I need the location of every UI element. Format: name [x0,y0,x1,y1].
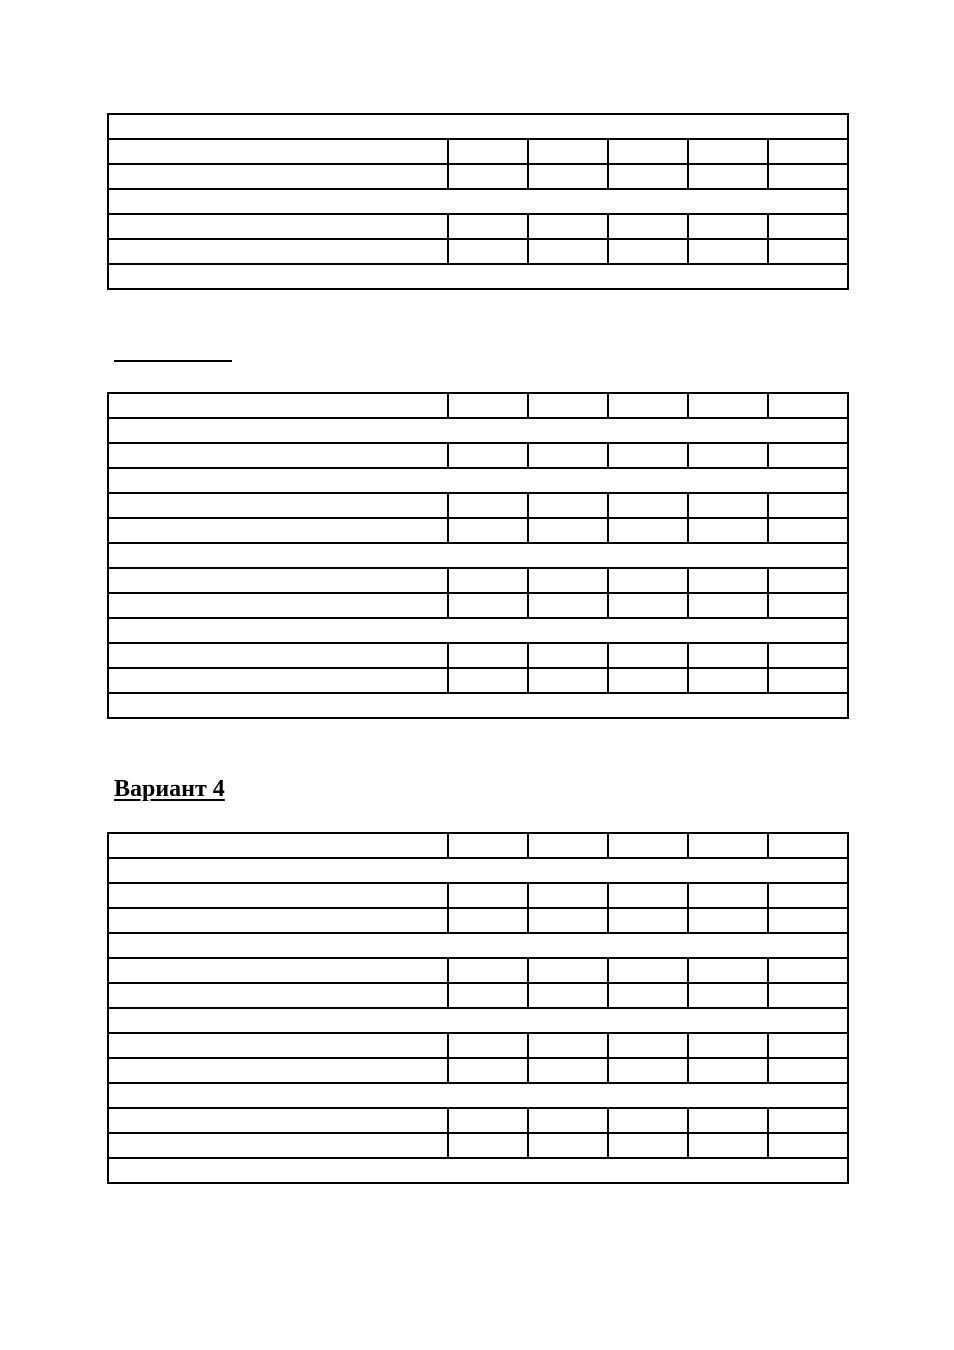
table-cell-value [768,139,848,164]
table-row-merged [108,1008,848,1033]
table-cell-merged [108,858,848,883]
table-cell-value [448,958,528,983]
table-cell-value [528,983,608,1008]
table-cell-value [448,443,528,468]
table-cell-value [688,833,768,858]
blank-table-1 [107,113,849,290]
table-cell-value [608,518,688,543]
table-cell-merged [108,1083,848,1108]
table-cell-value [688,493,768,518]
table-cell-label [108,518,448,543]
table-row [108,443,848,468]
table-cell-value [608,593,688,618]
table-cell-value [768,214,848,239]
table-row-merged [108,418,848,443]
table-cell-value [528,908,608,933]
table-row-merged [108,543,848,568]
table-cell-label [108,393,448,418]
table-cell-merged [108,543,848,568]
table-cell-label [108,593,448,618]
table-cell-label [108,883,448,908]
table-cell-value [528,518,608,543]
table-cell-value [688,214,768,239]
table-row-merged [108,618,848,643]
table-row [108,568,848,593]
table-cell-merged [108,933,848,958]
table-row [108,214,848,239]
table-cell-value [448,1033,528,1058]
table-cell-merged [108,189,848,214]
table-cell-label [108,493,448,518]
table-cell-value [528,214,608,239]
table-cell-value [688,983,768,1008]
table-cell-label [108,668,448,693]
table-cell-value [528,239,608,264]
table-cell-value [688,518,768,543]
table-cell-value [608,1108,688,1133]
table-cell-label [108,214,448,239]
table-row [108,493,848,518]
table-cell-value [448,568,528,593]
table-cell-value [528,164,608,189]
table-cell-value [768,1058,848,1083]
table-row-merged [108,1158,848,1183]
table-cell-value [608,958,688,983]
table-cell-value [528,568,608,593]
section-heading-blank [114,332,232,362]
table-cell-value [608,393,688,418]
table-cell-value [768,1133,848,1158]
table-cell-value [768,393,848,418]
table-cell-label [108,643,448,668]
table-cell-value [768,493,848,518]
table-cell-value [688,643,768,668]
table-cell-label [108,958,448,983]
table-cell-value [608,883,688,908]
table-row-merged [108,693,848,718]
table-row [108,1033,848,1058]
table-cell-value [528,1058,608,1083]
table-cell-value [768,958,848,983]
table-cell-value [528,833,608,858]
table-cell-label [108,239,448,264]
table-cell-value [768,1108,848,1133]
table-cell-value [528,139,608,164]
table-cell-value [528,493,608,518]
table-cell-value [448,983,528,1008]
table-cell-value [688,958,768,983]
table-row [108,164,848,189]
table-cell-value [448,214,528,239]
table-row [108,239,848,264]
table-cell-value [688,1133,768,1158]
table-cell-value [608,493,688,518]
table-cell-value [528,668,608,693]
table-cell-value [528,643,608,668]
table-cell-value [448,393,528,418]
section-heading-variant-4: Вариант 4 [114,776,225,802]
table-cell-value [608,833,688,858]
table-cell-label [108,833,448,858]
table-cell-value [768,668,848,693]
table-cell-value [768,908,848,933]
table-cell-label [108,908,448,933]
table-cell-value [768,568,848,593]
table-row [108,958,848,983]
table-cell-value [608,164,688,189]
table-cell-value [688,1058,768,1083]
table-cell-value [528,1033,608,1058]
table-cell-merged [108,693,848,718]
table-cell-merged [108,264,848,289]
table-cell-value [448,1133,528,1158]
table-cell-value [688,1033,768,1058]
table-cell-value [608,643,688,668]
table-row [108,1133,848,1158]
table-cell-value [608,1033,688,1058]
table-cell-value [688,443,768,468]
table-cell-value [768,1033,848,1058]
table-cell-value [608,983,688,1008]
table-cell-value [768,883,848,908]
table-row [108,833,848,858]
table-row [108,643,848,668]
table-cell-value [608,668,688,693]
table-cell-value [608,908,688,933]
table-cell-value [448,1058,528,1083]
table-cell-merged [108,618,848,643]
table-cell-value [688,593,768,618]
table-cell-label [108,1133,448,1158]
table-cell-value [448,643,528,668]
table-cell-label [108,164,448,189]
table-row-merged [108,1083,848,1108]
table-cell-merged [108,468,848,493]
table-cell-value [448,908,528,933]
table-row [108,139,848,164]
table-row-merged [108,858,848,883]
table-cell-value [768,164,848,189]
table-cell-value [528,883,608,908]
table-row [108,883,848,908]
table-cell-merged [108,1008,848,1033]
table-row-merged [108,933,848,958]
table-cell-value [688,568,768,593]
table-cell-value [768,239,848,264]
table-cell-value [528,393,608,418]
table-row [108,908,848,933]
table-cell-value [448,164,528,189]
table-cell-label [108,443,448,468]
table-cell-value [608,1133,688,1158]
table-cell-value [768,833,848,858]
table-cell-value [608,214,688,239]
table-row [108,668,848,693]
table-row-merged [108,264,848,289]
table-row [108,593,848,618]
table-cell-label [108,983,448,1008]
table-cell-value [688,239,768,264]
blank-table-3 [107,832,849,1184]
table-cell-label [108,1033,448,1058]
table-cell-merged [108,114,848,139]
table-cell-value [448,493,528,518]
table-cell-value [448,1108,528,1133]
table-cell-value [688,1108,768,1133]
table-cell-value [688,668,768,693]
table-cell-value [768,983,848,1008]
table-cell-value [688,164,768,189]
table-cell-value [688,883,768,908]
table-cell-value [608,568,688,593]
table-cell-value [528,593,608,618]
table-cell-merged [108,418,848,443]
table-cell-value [688,908,768,933]
table-cell-merged [108,1158,848,1183]
table-row [108,393,848,418]
table-cell-value [688,393,768,418]
table-cell-value [608,139,688,164]
table-cell-value [688,139,768,164]
table-cell-value [608,1058,688,1083]
table-cell-value [448,668,528,693]
table-cell-value [768,443,848,468]
table-cell-value [608,239,688,264]
table-cell-value [448,833,528,858]
table-cell-value [528,958,608,983]
table-cell-label [108,1058,448,1083]
table-cell-value [448,883,528,908]
table-row-merged [108,468,848,493]
table-cell-value [528,443,608,468]
table-cell-value [608,443,688,468]
table-cell-value [448,593,528,618]
table-cell-value [768,518,848,543]
table-row [108,1058,848,1083]
table-row [108,518,848,543]
blank-table-2 [107,392,849,719]
table-cell-value [448,518,528,543]
table-cell-value [768,593,848,618]
table-cell-value [448,139,528,164]
table-row-merged [108,189,848,214]
table-row [108,1108,848,1133]
table-cell-label [108,1108,448,1133]
table-row-merged [108,114,848,139]
table-cell-value [528,1108,608,1133]
table-row [108,983,848,1008]
table-cell-value [768,643,848,668]
table-cell-value [448,239,528,264]
table-cell-label [108,139,448,164]
table-cell-value [528,1133,608,1158]
table-cell-label [108,568,448,593]
